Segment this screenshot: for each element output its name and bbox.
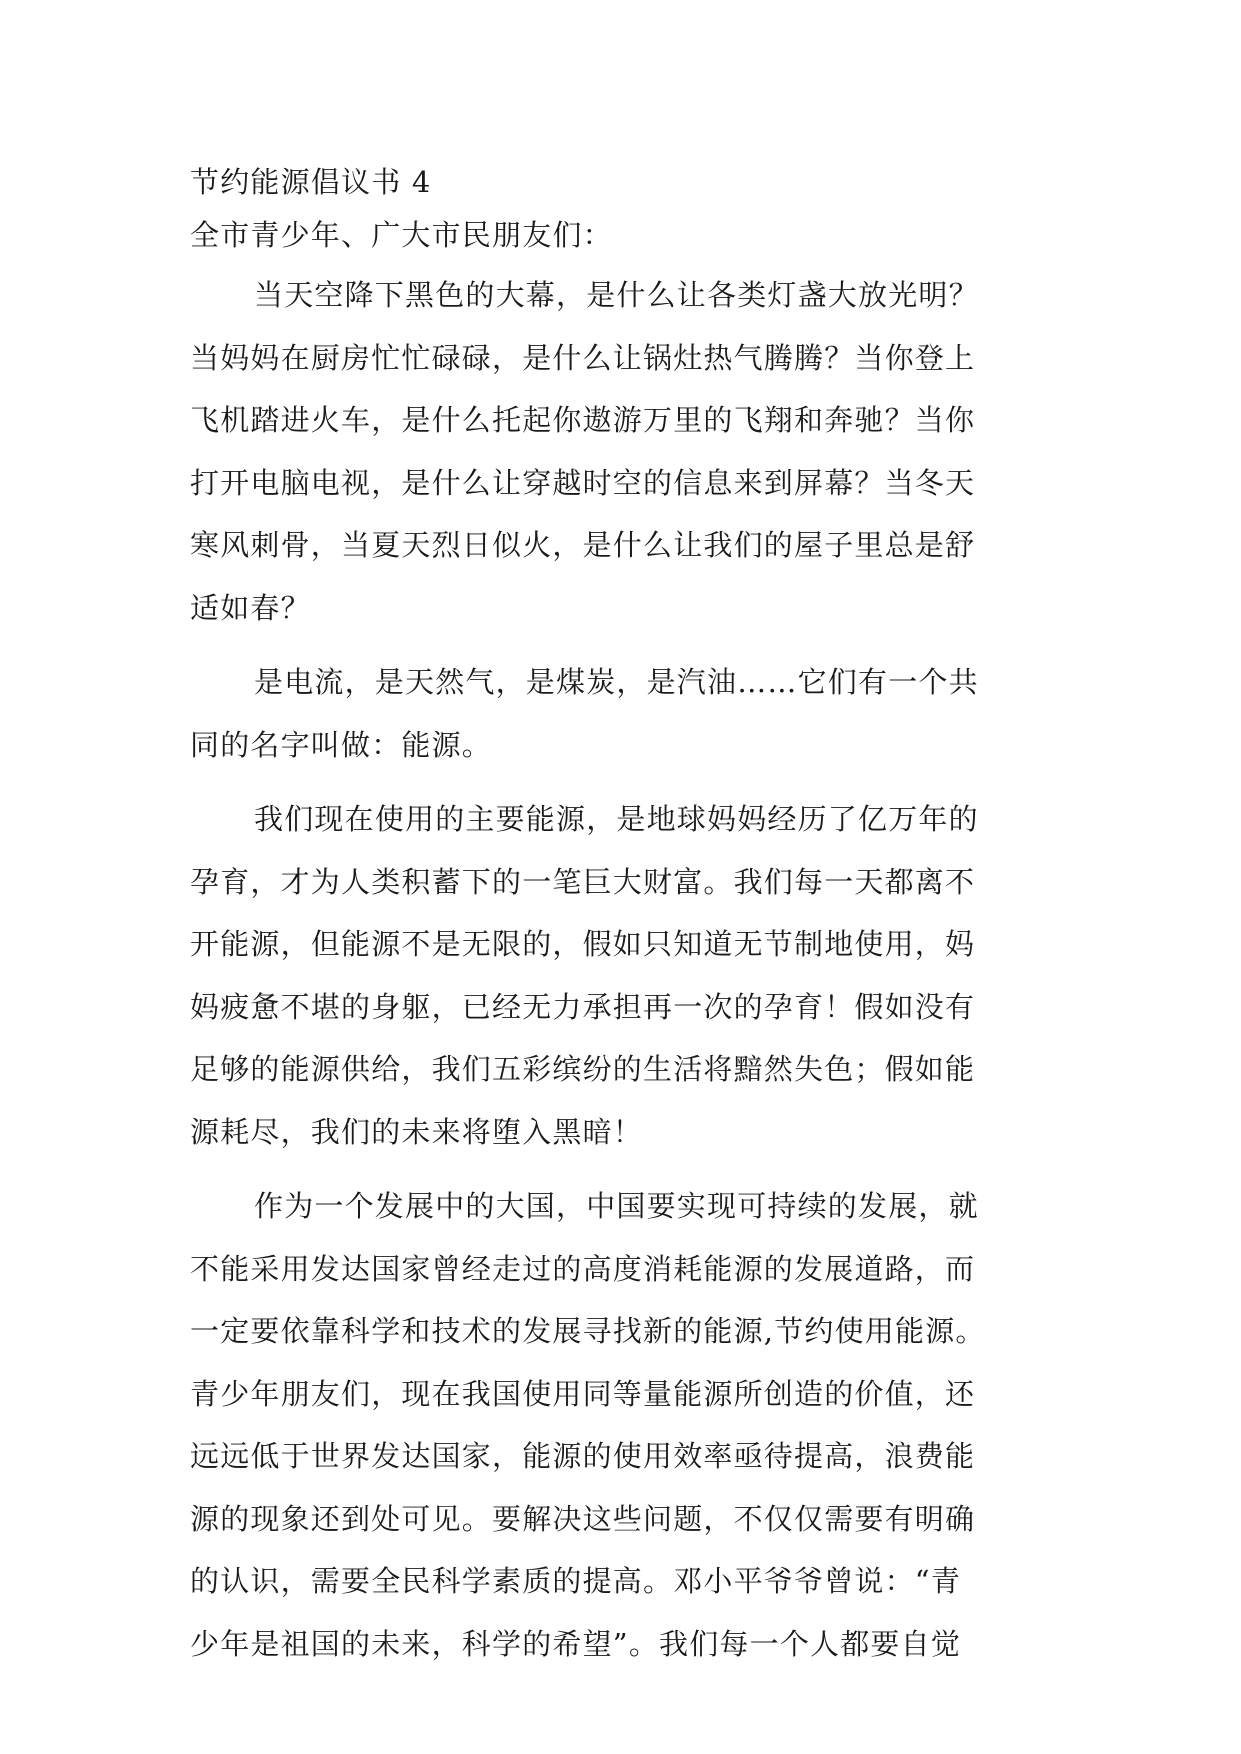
text-line: 我们现在使用的主要能源，是地球妈妈经历了亿万年的 xyxy=(254,802,979,836)
text-line: 远远低于世界发达国家，能源的使用效率亟待提高，浪费能 xyxy=(190,1439,976,1473)
document-body xyxy=(190,158,1070,1687)
text-line: 足够的能源供给，我们五彩缤纷的生活将黯然失色；假如能 xyxy=(190,1052,976,1086)
text-line: 源耗尽，我们的未来将堕入黑暗！ xyxy=(190,1114,644,1149)
text-line: 开能源，但能源不是无限的，假如只知道无节制地使用，妈 xyxy=(190,927,976,961)
text-line: 作为一个发展中的大国，中国要实现可持续的发展，就 xyxy=(254,1189,979,1223)
paragraph-3 xyxy=(190,788,1070,1163)
text-line: 一定要依靠科学和技术的发展寻找新的能源,节约使用能源。 xyxy=(190,1314,986,1348)
text-line: 适如春？ xyxy=(190,590,311,625)
salutation: 全市青少年、广大市民朋友们： xyxy=(190,218,613,252)
text-line: 源的现象还到处可见。要解决这些问题，不仅仅需要有明确 xyxy=(190,1501,976,1536)
paragraph-4 xyxy=(190,1175,1070,1675)
text-line: 同的名字叫做：能源。 xyxy=(190,727,493,762)
text-line: 当妈妈在厨房忙忙碌碌，是什么让锅灶热气腾腾？当你登上 xyxy=(190,340,976,375)
text-line: 当天空降下黑色的大幕，是什么让各类灯盏大放光明？ xyxy=(254,278,979,312)
document-title: 节约能源倡议书 4 xyxy=(190,165,432,199)
text-line: 是电流，是天然气，是煤炭，是汽油……它们有一个共 xyxy=(254,665,979,699)
text-line: 飞机踏进火车，是什么托起你遨游万里的飞翔和奔驰？当你 xyxy=(190,403,976,437)
text-line: 寒风刺骨，当夏天烈日似火，是什么让我们的屋子里总是舒 xyxy=(190,528,976,562)
text-line: 孕育，才为人类积蓄下的一笔巨大财富。我们每一天都离不 xyxy=(190,864,976,899)
text-line: 青少年朋友们，现在我国使用同等量能源所创造的价值，还 xyxy=(190,1376,976,1411)
text-line: 打开电脑电视，是什么让穿越时空的信息来到屏幕？当冬天 xyxy=(190,465,976,500)
paragraph-2 xyxy=(190,651,1070,776)
text-line: 不能采用发达国家曾经走过的高度消耗能源的发展道路，而 xyxy=(190,1251,976,1286)
text-line: 妈疲惫不堪的身躯，已经无力承担再一次的孕育！假如没有 xyxy=(190,989,976,1024)
paragraph-1 xyxy=(190,264,1070,639)
text-line: 的认识，需要全民科学素质的提高。邓小平爷爷曾说：“青 xyxy=(190,1564,962,1598)
text-line: 少年是祖国的未来，科学的希望”。我们每一个人都要自觉 xyxy=(190,1626,962,1661)
